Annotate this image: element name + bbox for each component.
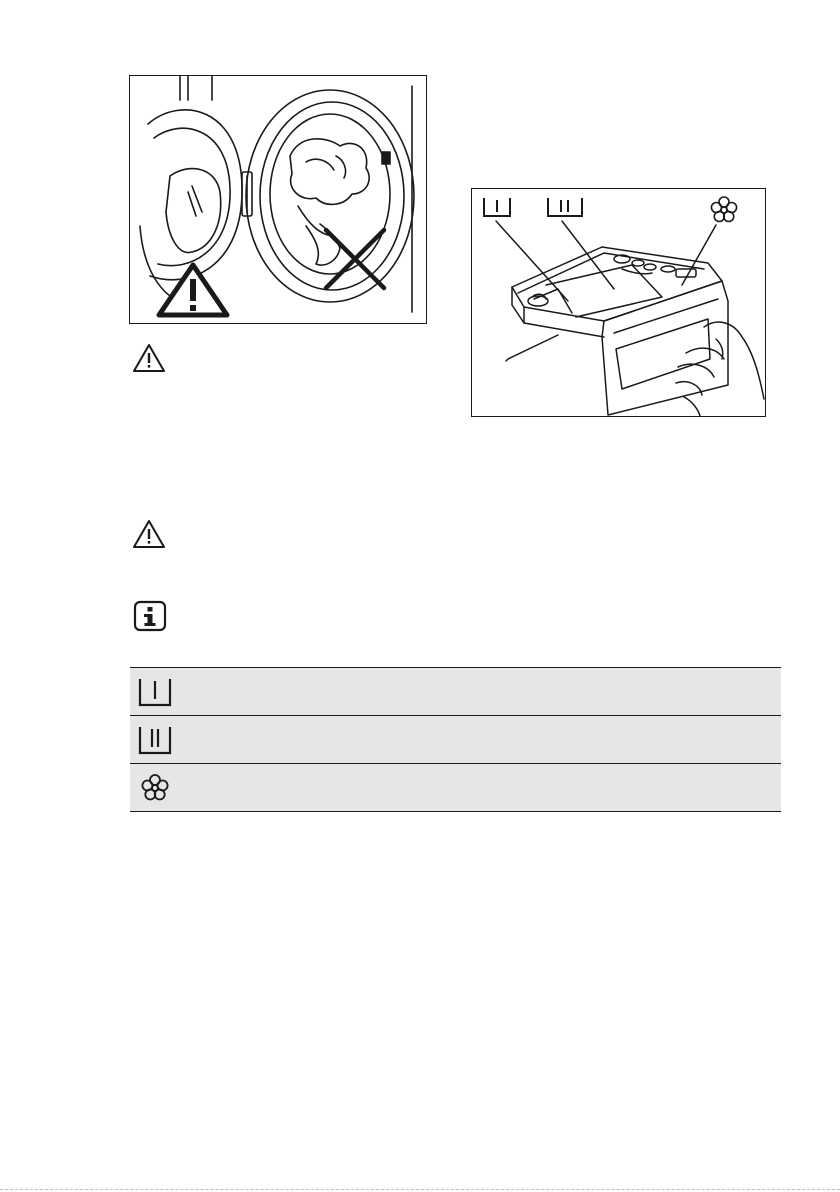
warning-triangle-icon — [156, 262, 230, 318]
cross-out-icon — [322, 226, 388, 292]
main-wash-compartment-icon — [136, 723, 174, 757]
detergent-drawer — [472, 189, 765, 416]
flower-softener-icon — [136, 771, 174, 805]
note-warning-1 — [131, 342, 167, 374]
symbol-table — [130, 667, 781, 812]
warning-triangle-icon — [131, 342, 167, 374]
table-row — [130, 764, 781, 812]
door-figure — [129, 75, 427, 324]
table-row — [130, 668, 781, 716]
info-icon — [133, 600, 167, 632]
note-info — [133, 600, 167, 632]
prewash-compartment-icon — [136, 675, 174, 709]
dispenser-figure — [471, 188, 766, 417]
table-row — [130, 716, 781, 764]
page-edge-rule — [0, 1189, 840, 1190]
warning-triangle-icon — [131, 518, 167, 550]
note-warning-2 — [131, 518, 167, 550]
